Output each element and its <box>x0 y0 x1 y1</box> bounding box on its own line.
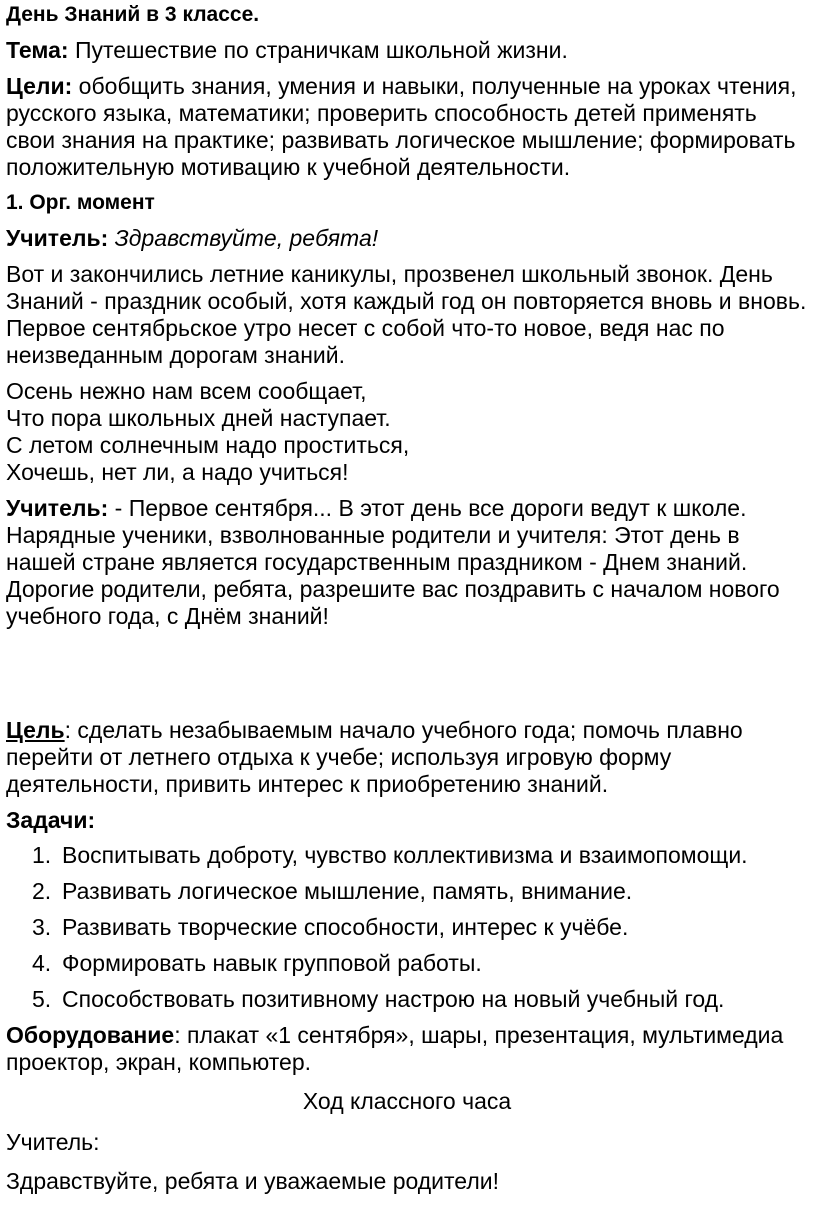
theme-label: Тема: <box>6 37 69 63</box>
list-item <box>32 986 808 1013</box>
list-item-text: Воспитывать доброту, чувство коллективизма и взаимопомощи. <box>62 842 748 868</box>
teacher-label: Учитель: <box>6 495 109 521</box>
tasks-label: Задачи: <box>6 807 96 833</box>
teacher-label-line: Учитель: <box>6 1129 100 1155</box>
list-item-number: 5. <box>32 986 52 1012</box>
blank-space <box>6 639 808 717</box>
poem-line: Хочешь, нет ли, а надо учиться! <box>6 459 349 485</box>
aim-paragraph <box>6 717 808 798</box>
greeting-line: Здравствуйте, ребята и уважаемые родители! <box>6 1168 499 1194</box>
section-heading-org: 1. Орг. момент <box>6 191 155 214</box>
goals-label: Цели: <box>6 73 73 99</box>
list-item-text: Формировать навык групповой работы. <box>62 950 482 976</box>
aim-text: : сделать незабываемым начало учебного года; помочь плавно перейти от летнего отдыха к учебе; используя игровую форму деятельности, привить интерес к приобретению знаний. <box>6 717 743 797</box>
list-item-number: 2. <box>32 878 52 904</box>
list-item-text: Развивать логическое мышление, память, внимание. <box>62 878 633 904</box>
teacher-speech-text: - Первое сентября... В этот день все дороги ведут к школе. Нарядные ученики, взволнованные родители и учителя: Этот день в нашей стране является государственным праздником - Днем знаний. Дорогие родители, ребята, разрешите вас поздравить с началом нового учебного года, с Днём знаний! <box>6 495 780 629</box>
poem-line: С летом солнечным надо проститься, <box>6 432 410 458</box>
list-item-number: 4. <box>32 950 52 976</box>
tasks-list <box>6 842 808 1013</box>
list-item <box>32 914 808 941</box>
teacher-greeting-paragraph <box>6 225 808 252</box>
poem <box>6 378 808 486</box>
equipment-text: : плакат «1 сентября», шары, презентация, мультимедиа проектор, экран, компьютер. <box>6 1022 784 1075</box>
goals-text: обобщить знания, умения и навыки, полученные на уроках чтения, русского языка, математики; проверить способность детей применять свои знания на практике; развивать логическое мышление; формировать положительную мотивацию к учебной деятельности. <box>6 73 797 180</box>
teacher-greeting-text: Здравствуйте, ребята! <box>108 225 379 251</box>
goals-paragraph <box>6 73 808 181</box>
equipment-label: Оборудование <box>6 1022 175 1048</box>
theme-paragraph <box>6 37 808 64</box>
teacher-label: Учитель: <box>6 225 109 251</box>
course-title: Ход классного часа <box>302 1088 512 1114</box>
list-item-text: Способствовать позитивному настрою на новый учебный год. <box>62 986 725 1012</box>
list-item-number: 1. <box>32 842 52 868</box>
equipment-paragraph <box>6 1022 808 1076</box>
list-item <box>32 842 808 869</box>
list-item <box>32 950 808 977</box>
list-item <box>32 878 808 905</box>
poem-line: Осень нежно нам всем сообщает, <box>6 378 367 404</box>
theme-text: Путешествие по страничкам школьной жизни. <box>68 37 568 63</box>
poem-line: Что пора школьных дней наступает. <box>6 405 391 431</box>
intro-paragraph: Вот и закончились летние каникулы, прозвенел школьный звонок. День Знаний - праздник особый, хотя каждый год он повторяется вновь и вновь. Первое сентябрьское утро несет с собой что-то новое, ведя нас по неизведанным дорогам знаний. <box>6 261 807 368</box>
document-title: День Знаний в 3 классе. <box>6 3 260 26</box>
list-item-number: 3. <box>32 914 52 940</box>
teacher-speech-paragraph <box>6 495 808 630</box>
aim-label: Цель <box>6 717 65 743</box>
list-item-text: Развивать творческие способности, интерес к учёбе. <box>62 914 629 940</box>
